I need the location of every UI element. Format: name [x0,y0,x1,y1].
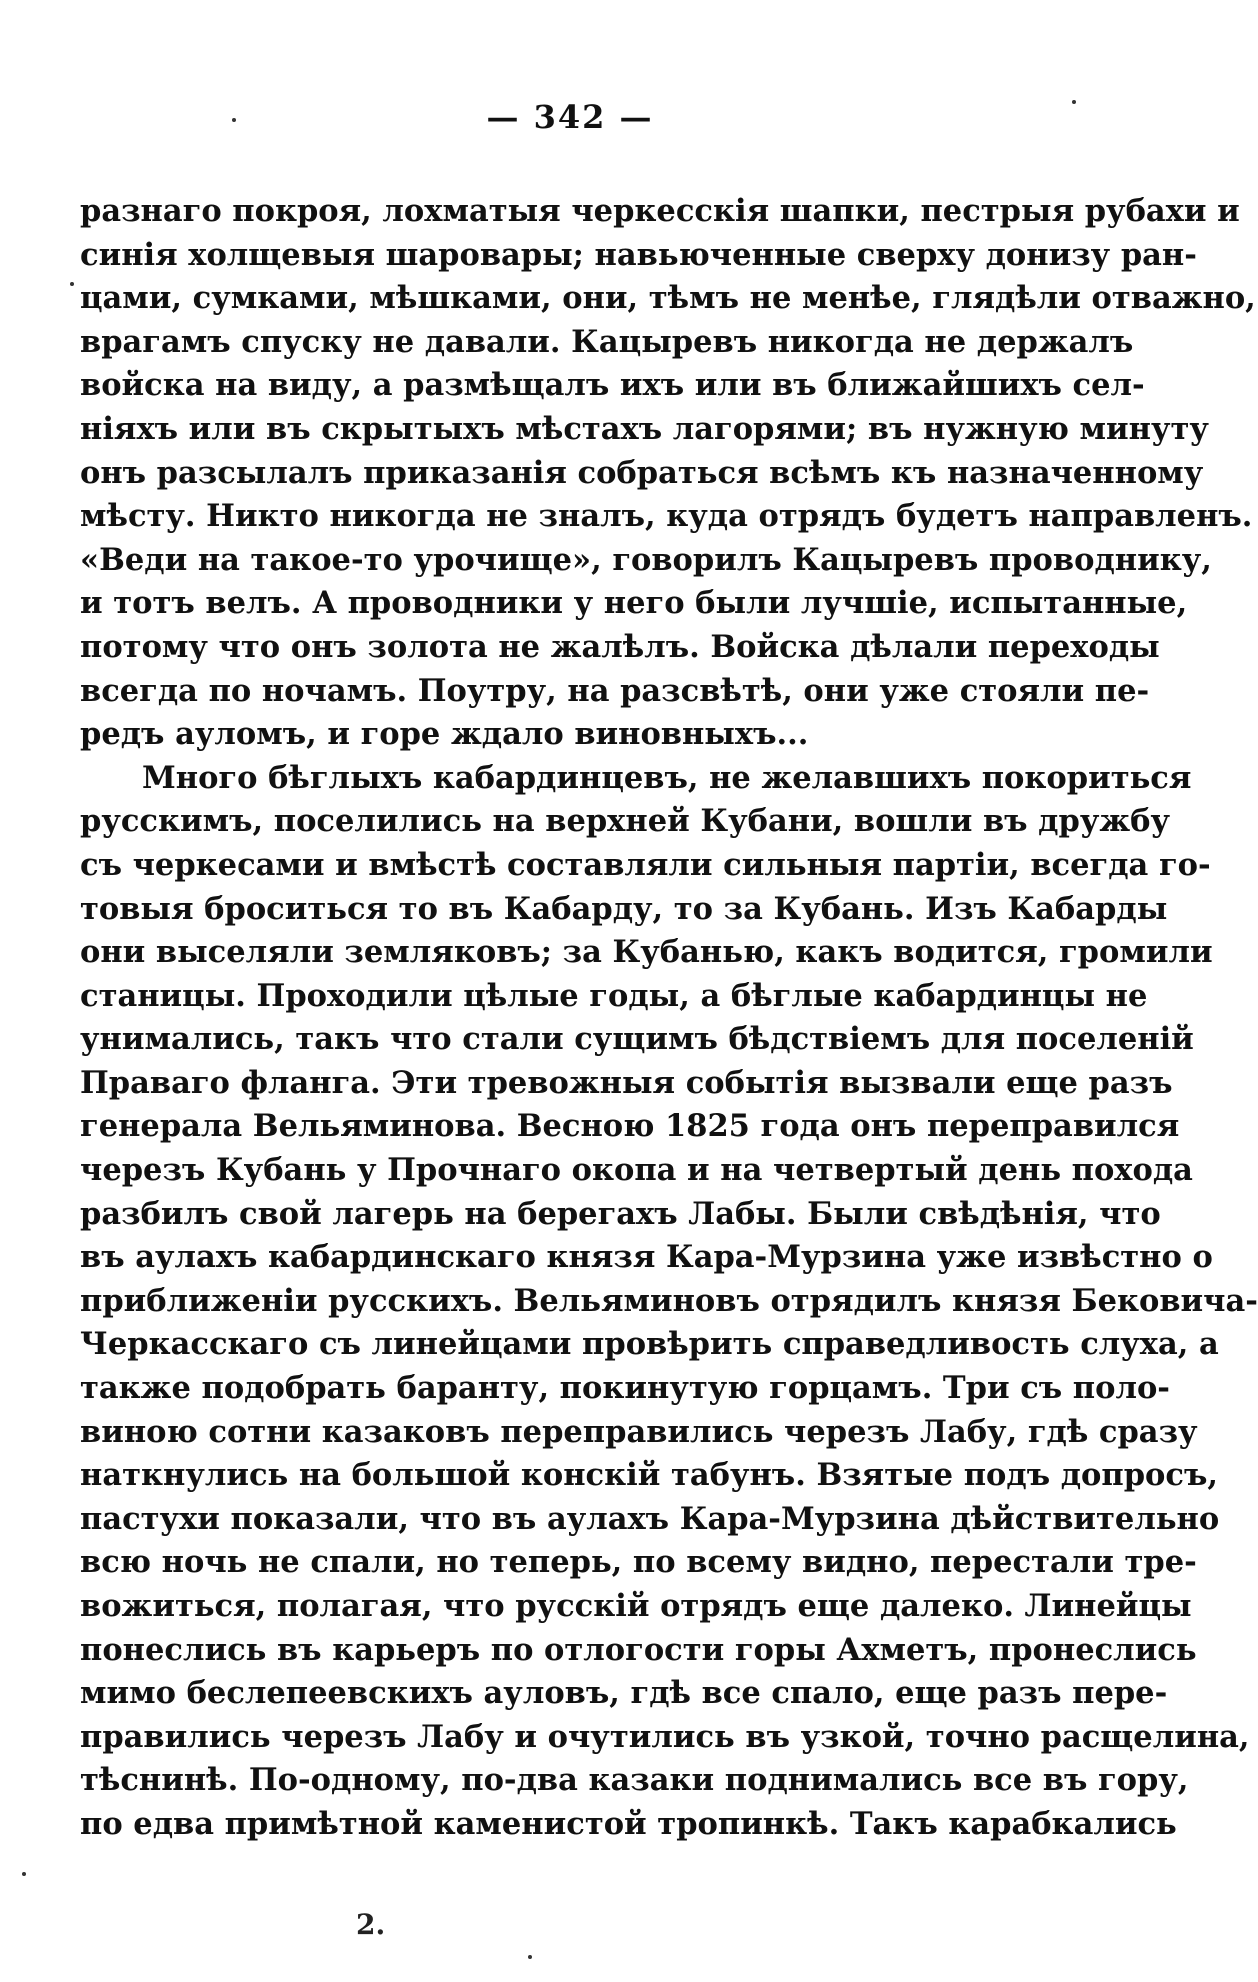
text-line: мѣсту. Никто никогда не зналъ, куда отрядъ будетъ направленъ. [80,498,1253,535]
text-line: вожиться, полагая, что русскій отрядъ еще далеко. Линейцы [80,1588,1192,1624]
text-line: цами, сумками, мѣшками, они, тѣмъ не менѣе, глядѣли отважно, [80,280,1256,317]
scan-speck [528,1955,532,1959]
text-line: пастухи показали, что въ аулахъ Кара-Мурзина дѣйствительно [80,1500,1220,1537]
text-line: и тотъ велъ. А проводники у него были лучшіе, испытанные, [80,585,1188,622]
text-line: въ аулахъ кабардинскаго князя Кара-Мурзина уже извѣстно о [80,1239,1213,1276]
text-line: потому что онъ золота не жалѣлъ. Войска дѣлали переходы [80,628,1160,665]
text-line: врагамъ спуску не давали. Кацыревъ никогда не держалъ [80,323,1134,360]
scan-speck [232,118,236,122]
text-line: по едва примѣтной каменистой тропинкѣ. Такъ карабкались [80,1805,1177,1842]
text-line: всегда по ночамъ. Поутру, на разсвѣтѣ, они уже стояли пе- [80,672,1150,709]
body-text [80,190,1258,1847]
text-line: съ черкесами и вмѣстѣ составляли сильныя партіи, всегда го- [80,846,1211,883]
text-line: Праваго фланга. Эти тревожныя событія вызвали еще разъ [80,1064,1173,1101]
text-line: ніяхъ или въ скрытыхъ мѣстахъ лагорями; въ нужную минуту [80,410,1209,447]
text-line: синія холщевыя шаровары; навьюченные сверху донизу ран- [80,236,1197,273]
text-line: тѣснинѣ. По-одному, по-два казаки поднимались все въ гору, [80,1762,1189,1799]
scan-speck [22,1872,26,1876]
text-line: унимались, такъ что стали сущимъ бѣдствіемъ для поселеній [80,1021,1194,1058]
paragraph-1 [80,190,1256,757]
text-line: товыя броситься то въ Кабарду, то за Кубань. Изъ Кабарды [80,890,1168,927]
text-line: генерала Вельяминова. Весною 1825 года онъ переправился [80,1108,1180,1145]
text-line: виною сотни казаковъ переправились черезъ Лабу, гдѣ сразу [80,1413,1198,1450]
signature-mark: 2. [356,1908,386,1941]
text-line: также подобрать баранту, покинутую горцамъ. Три съ поло- [80,1370,1170,1407]
text-line: войска на виду, а размѣщалъ ихъ или въ ближайшихъ сел- [80,367,1145,404]
text-line: Черкасскаго съ линейцами провѣрить справедливость слуха, а [80,1326,1219,1363]
text-line: мимо беслепеевскихъ ауловъ, гдѣ все спало, еще разъ пере- [80,1675,1168,1712]
paragraph-2 [80,757,1258,1847]
text-line: всю ночь не спали, но теперь, по всему видно, перестали тре- [80,1544,1197,1581]
text-line: наткнулись на большой конскій табунъ. Взятые подъ допросъ, [80,1457,1218,1494]
text-line: правились черезъ Лабу и очутились въ узкой, точно расщелина, [80,1718,1250,1755]
page-number: — 342 — [486,98,654,136]
text-line: разбилъ свой лагерь на берегахъ Лабы. Были свѣдѣнія, что [80,1195,1161,1232]
text-line: разнаго покроя, лохматыя черкесскія шапки, пестрыя рубахи и [80,193,1240,229]
scan-speck [70,282,74,286]
text-line: редъ ауломъ, и горе ждало виновныхъ... [80,716,809,753]
text-line: русскимъ, поселились на верхней Кубани, вошли въ дружбу [80,803,1171,840]
text-line: приближеніи русскихъ. Вельяминовъ отрядилъ князя Бековича- [80,1282,1258,1319]
text-line: понеслись въ карьеръ по отлогости горы Ахметъ, пронеслись [80,1631,1197,1668]
text-line: черезъ Кубань у Прочнаго окопа и на четвертый день похода [80,1152,1193,1189]
text-line: станицы. Проходили цѣлые годы, а бѣглые кабардинцы не [80,977,1148,1014]
text-line: они выселяли земляковъ; за Кубанью, какъ водится, громили [80,934,1213,971]
scan-speck [1072,100,1076,104]
text-line: Много бѣглыхъ кабардинцевъ, не желавшихъ покориться [142,759,1192,796]
text-line: онъ разсылалъ приказанія собраться всѣмъ къ назначенному [80,454,1204,491]
text-line: «Веди на такое-то урочище», говорилъ Кацыревъ проводнику, [80,541,1212,578]
